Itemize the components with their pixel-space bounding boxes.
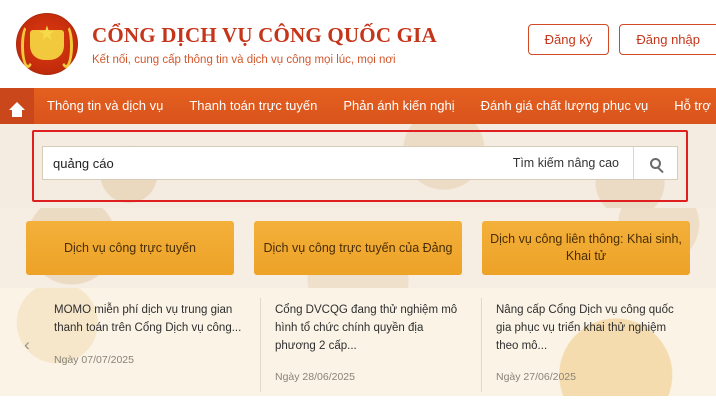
service-card-dich-vu-cong-truc-tuyen-cua-dang[interactable]: Dịch vụ công trực tuyến của Đảng <box>254 221 462 275</box>
news-item-title: MOMO miễn phí dịch vụ trung gian thanh toán trên Cổng Dịch vụ công... <box>54 304 242 334</box>
bottom-strip <box>0 396 716 404</box>
news-item[interactable] <box>482 298 702 392</box>
news-prev-arrow-icon[interactable]: ‹ <box>24 335 30 354</box>
search-bar <box>42 146 678 180</box>
service-cards <box>0 208 716 288</box>
nav-item-thanh-toan-truc-tuyen[interactable]: Thanh toán trực tuyến <box>189 98 318 113</box>
emblem-star-icon: ★ <box>38 23 56 46</box>
search-section <box>0 124 716 208</box>
page-title: CỔNG DỊCH VỤ CÔNG QUỐC GIA <box>92 22 437 47</box>
nav-item-danh-gia-chat-luong[interactable]: Đánh giá chất lượng phục vụ <box>480 98 649 113</box>
service-card-dich-vu-cong-lien-thong[interactable]: Dịch vụ công liên thông: Khai sinh, Khai tử <box>482 221 690 275</box>
nav-items <box>34 88 716 124</box>
service-card-dich-vu-cong-truc-tuyen[interactable]: Dịch vụ công trực tuyến <box>26 221 234 275</box>
search-submit-button[interactable] <box>633 147 677 179</box>
news-list <box>40 298 702 392</box>
news-item-title: Cổng DVCQG đang thử nghiệm mô hình tổ chức chính quyền địa phương 2 cấp... <box>275 304 458 352</box>
nav-home-button[interactable] <box>0 88 34 124</box>
search-input[interactable] <box>43 147 499 179</box>
search-icon <box>650 158 661 169</box>
news-item-date: Ngày 28/06/2025 <box>275 371 355 384</box>
vietnam-national-emblem-icon <box>16 13 78 75</box>
news-item-date: Ngày 07/07/2025 <box>54 353 134 366</box>
nav-item-thong-tin-va-dich-vu[interactable]: Thông tin và dịch vụ <box>47 98 164 113</box>
header-actions <box>528 24 716 55</box>
header-title-block <box>92 23 437 66</box>
news-item-title: Nâng cấp Cổng Dịch vụ công quốc gia phục vụ triển khai thử nghiệm theo mô... <box>496 304 674 352</box>
nav-item-phan-anh-kien-nghi[interactable]: Phản ánh kiến nghị <box>343 98 455 113</box>
news-item[interactable] <box>261 298 482 392</box>
main-navigation <box>0 88 716 124</box>
news-item[interactable] <box>40 298 261 392</box>
news-item-date: Ngày 27/06/2025 <box>496 371 576 384</box>
site-header <box>0 0 716 88</box>
page-subtitle: Kết nối, cung cấp thông tin và dịch vụ công mọi lúc, mọi nơi <box>92 53 396 66</box>
login-button[interactable]: Đăng nhập <box>619 24 716 55</box>
register-button[interactable]: Đăng ký <box>528 24 610 55</box>
advanced-search-link[interactable]: Tìm kiếm nâng cao <box>512 156 619 170</box>
nav-item-ho-tro[interactable]: Hỗ trợ <box>674 98 711 113</box>
news-carousel <box>0 288 716 404</box>
home-icon <box>9 102 25 110</box>
